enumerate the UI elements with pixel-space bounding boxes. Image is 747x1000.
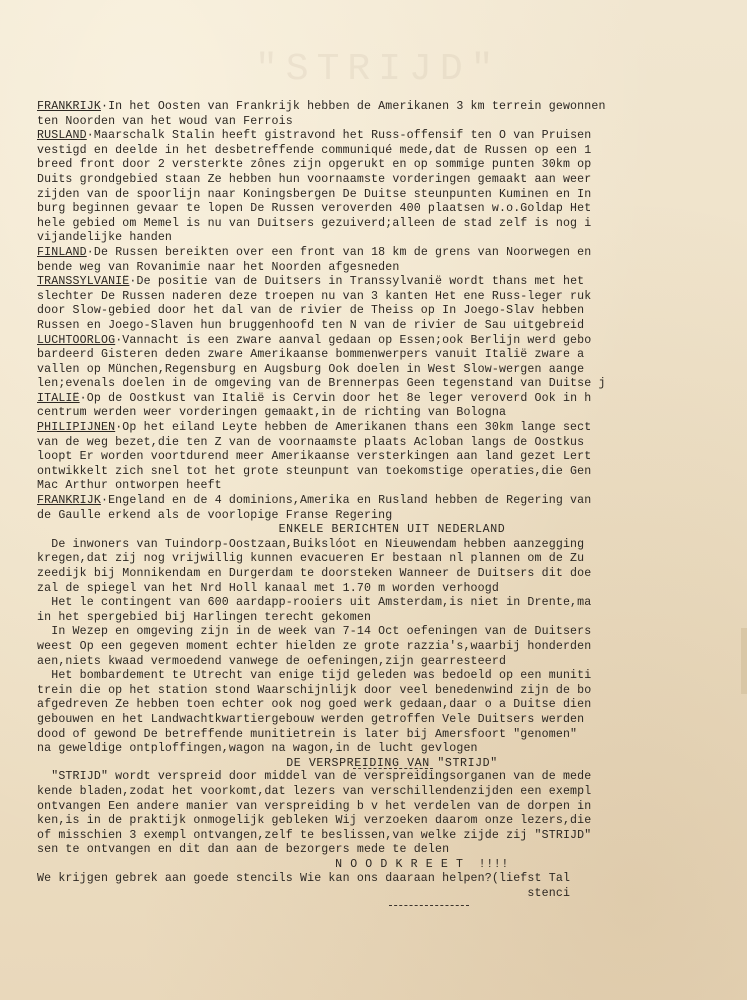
report-line: door Slow-gebied door het dal van de rivier de Theiss op In Joego-Slav hebben — [37, 304, 585, 318]
nederland-line: dood of gewond De betreffende munitietrein is later bij Amersfoort "genomen" — [37, 727, 578, 741]
report-line: loopt Er worden voortdurend meer Amerikaanse versterkingen aan land gezet Lert — [37, 450, 592, 464]
nederland-line: De inwoners van Tuindorp-Oostzaan,Buikslóot en Nieuwendam hebben aanzegging — [37, 537, 585, 551]
noodkreet-line: stenci — [37, 887, 571, 901]
verspreiding-line: of misschien 3 exempl ontvangen,zelf te beslissen,van welke zijde zij "STRIJD" — [37, 828, 592, 842]
nederland-line: In Wezep en omgeving zijn in de week van 7-14 Oct oefeningen van de Duitsers — [37, 625, 592, 639]
paper-edge — [741, 628, 747, 694]
nederland-line: zeedijk bij Monnikendam en Durgerdam te doorsteken Wanneer de Duitsers dit doe — [37, 567, 592, 580]
nederland-line: aen,niets kwaad vermoedend vanwege de oefeningen,zijn gearresteerd — [37, 654, 507, 668]
report-line: bardeerd Gisteren deden zware Amerikaanse bommenwerpers vanuit Italië zware a — [37, 348, 585, 362]
report-country-label: PHILIPIJNEN — [37, 421, 116, 435]
news-report — [37, 100, 747, 523]
noodkreet-section — [37, 858, 747, 906]
report-line: FRANKRIJK·Engeland en de 4 dominions,Amerika en Rusland hebben de Regering van — [37, 494, 592, 508]
report-line: vallen op München,Regensburg en Augsburg Ook doelen in West Slow-wergen aange — [37, 362, 585, 376]
report-line: de Gaulle erkend als de voorlopige Franse Regering — [37, 508, 393, 522]
masthead-watermark: "STRIJD" — [255, 48, 502, 91]
report-country-label: ITALIË — [37, 391, 80, 405]
report-line: RUSLAND·Maarschalk Stalin heeft gistravond het Russ-offensif ten O van Pruisen — [37, 129, 592, 143]
section-heading-nederland: ENKELE BERICHTEN UIT NEDERLAND — [278, 523, 506, 537]
page-body — [37, 100, 747, 906]
verspreiding-section — [37, 757, 747, 858]
report-line: FRANKRIJK·In het Oosten van Frankrijk hebben de Amerikanen 3 km terrein gewonnen — [37, 100, 606, 113]
report-line: ITALIË·Op de Oostkust van Italië is Cervin door het 8e leger veroverd Ook in h — [37, 391, 592, 405]
report-country-label: FRANKRIJK — [37, 100, 101, 113]
verspreiding-line: sen te ontvangen en dit dan aan de bezorgers mede te delen — [37, 843, 450, 857]
verspreiding-line: "STRIJD" wordt verspreid door middel van de verspreidingsorganen van de mede — [37, 770, 592, 784]
report-line: centrum werden weer vorderingen gemaakt,in de richting van Bologna — [37, 406, 507, 420]
report-line: ten Noorden van het woud van Ferrois — [37, 114, 293, 128]
report-line: TRANSSYLVANIË·De positie van de Duitsers in Transsylvanië wordt thans met het — [37, 275, 585, 289]
report-line: van de weg bezet,die ten Z van de voornaamste plaats Acloban langs de Oostkus — [37, 435, 585, 449]
report-line: len;evenals doelen in de omgeving van de Brennerpas Geen tegenstand van Duitse j — [37, 377, 606, 391]
verspreiding-line: ken,is in de praktijk onmogelijk gebleken Wij verzoeken daarom onze lezers,die — [37, 814, 592, 828]
report-line: vestigd en deelde in het desbetreffende communiqué mede,dat de Russen op een 1 — [37, 143, 592, 157]
nederland-line: weest Op een gegeven moment echter hielden ze grote razzia's,waarbij honderden — [37, 639, 592, 653]
closing-dashes — [389, 905, 469, 906]
report-country-label: FINLAND — [37, 245, 87, 259]
report-line: Duits grondgebied staan Ze hebben hun voornaamste vorderingen gemaakt aan weer — [37, 172, 592, 186]
report-line: ontwikkelt zich snel tot het grote steunpunt van toekomstige operaties,die Gen — [37, 464, 592, 478]
report-country-label: LUCHTOORLOG — [37, 333, 116, 347]
report-line: hele gebied om Memel is nu van Duitsers gezuiverd;alleen de stad zelf is nog i — [37, 216, 592, 230]
verspreiding-line: ontvangen Een andere manier van verspreiding b v het verdelen van de dorpen in — [37, 799, 592, 813]
report-line: FINLAND·De Russen bereikten over een front van 18 km de grens van Noorwegen en — [37, 245, 592, 259]
report-country-label: FRANKRIJK — [37, 494, 101, 508]
nederland-line: in het spergebied bij Harlingen terecht gekomen — [37, 610, 372, 624]
section-heading-verspreiding: DE VERSPREIDING VAN "STRIJD" — [286, 756, 498, 770]
section-heading-noodkreet: N O O D K R E E T !!!! — [335, 857, 509, 871]
report-line: slechter De Russen naderen deze troepen nu van 3 kanten Het ene Russ-leger ruk — [37, 289, 592, 303]
nederland-line: Het bombardement te Utrecht van enige tijd geleden was bedoeld op een muniti — [37, 669, 592, 683]
report-line: LUCHTOORLOG·Vannacht is een zware aanval gedaan op Essen;ook Berlijn werd gebo — [37, 333, 592, 347]
nederland-line: trein die op het station stond Waarschijnlijk door veel benedenwind zijn de bo — [37, 683, 592, 697]
report-line: PHILIPIJNEN·Op het eiland Leyte hebben de Amerikanen thans een 30km lange sect — [37, 421, 592, 435]
nederland-line: afgedreven Ze hebben toen echter ook nog goed werk gedaan,daar o a Duitse dien — [37, 698, 592, 712]
nederland-line: zal de spiegel van het Nrd Holl kanaal met 1.70 m worden verhoogd — [37, 581, 499, 595]
report-line: bende weg van Rovanimie naar het Noorden afgesneden — [37, 260, 400, 274]
report-country-label: TRANSSYLVANIË — [37, 275, 130, 289]
nederland-line: kregen,dat zij nog vrijwillig kunnen evacueren Er bestaan nl plannen om de Zu — [37, 552, 585, 566]
report-line: burg beginnen gevaar te lopen De Russen veroverden 400 plaatsen w.o.Goldap Het — [37, 202, 592, 216]
report-line: zijden van de spoorlijn naar Koningsbergen De Duitse steunpunten Kuminen en In — [37, 187, 592, 201]
report-line: vijandelijke handen — [37, 231, 173, 245]
report-line: Mac Arthur ontworpen heeft — [37, 479, 222, 493]
verspreiding-line: kende bladen,zodat het voorkomt,dat lezers van verschillendenzijden een exempl — [37, 784, 592, 798]
report-country-label: RUSLAND — [37, 129, 87, 143]
nederland-line: gebouwen en het Landwachtkwartiergebouw werden getroffen Vele Duitsers werden — [37, 712, 585, 726]
report-line: Russen en Joego-Slaven hun bruggenhoofd ten N van de rivier de Sau uitgebreid — [37, 318, 585, 332]
report-line: breed front door 2 versterkte zônes zijn opgerukt en op sommige punten 30km op — [37, 158, 592, 172]
noodkreet-line: We krijgen gebrek aan goede stencils Wie kan ons daaraan helpen?(liefst Tal — [37, 872, 571, 886]
nederland-section — [37, 523, 747, 757]
nederland-line: na geweldige ontploffingen,wagon na wagon,in de lucht gevlogen — [37, 742, 478, 756]
nederland-line: Het le contingent van 600 aardapp-rooiers uit Amsterdam,is niet in Drente,ma — [37, 596, 592, 610]
